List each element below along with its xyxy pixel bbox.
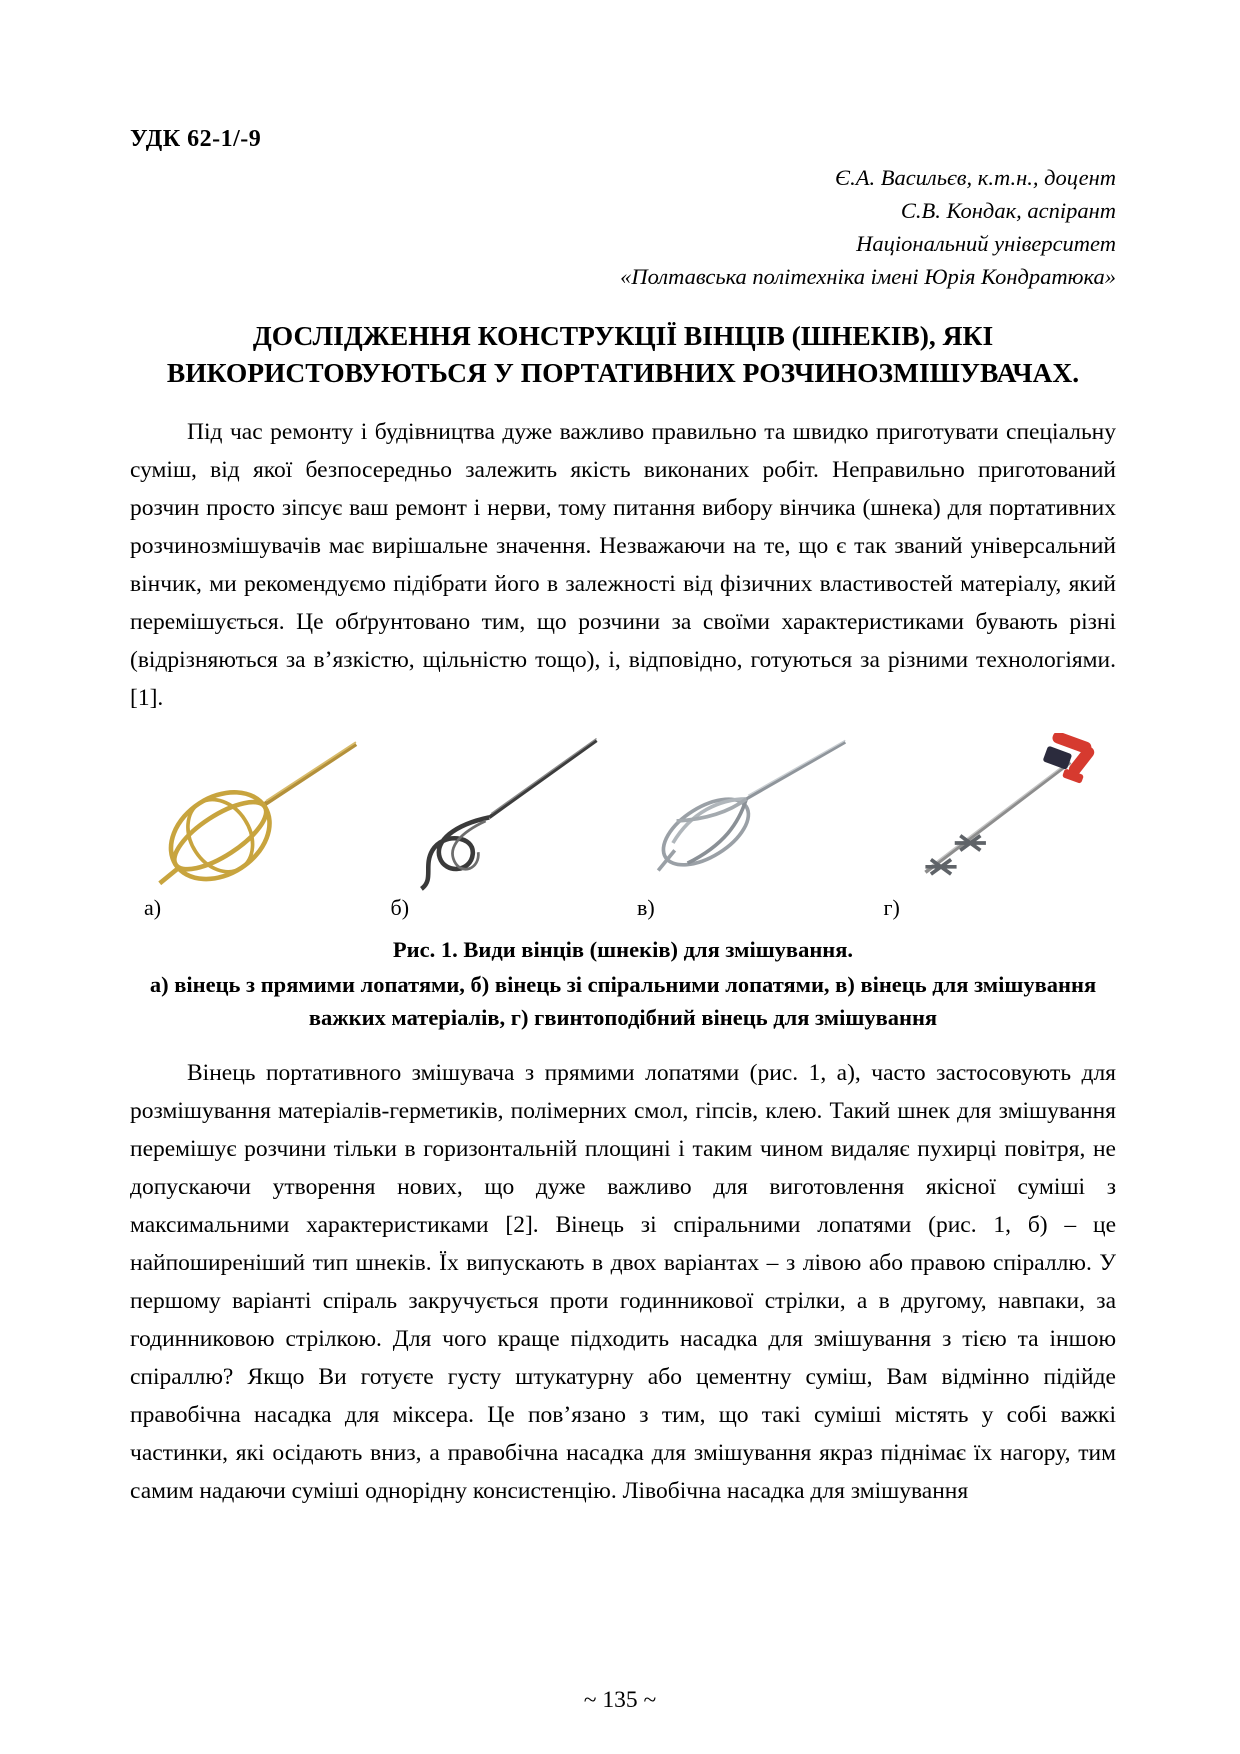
udc-code: УДК 62-1/-9 bbox=[130, 126, 262, 152]
paragraph-1: Під час ремонту і будівництва дуже важливо правильно та швидко приготувати спеціальну суміш, від якої безпосередньо залежить якість виконаних робіт. Неправильно приготований розчин просто зіпсує ваш ремонт і нерви, тому питання вибору вінчика (шнека) для портативних розчинозмішувачів має вирішальне значення. Незважаючи на те, що є так званий універсальний вінчик, ми рекомендуємо підібрати його в залежності від фізичних властивостей матеріалу, який перемішується. Це обґрунтовано тим, що розчини за своїми характеристиками бувають різні (відрізняються за в’язкістю, щільністю тощо), і, відповідно, готуються за різними технологіями. [1]. bbox=[130, 419, 1116, 711]
author-line-2: С.В. Кондак, аспірант bbox=[900, 198, 1116, 223]
page-number: ~ 135 ~ bbox=[583, 1687, 657, 1713]
figure-1 bbox=[130, 733, 1116, 921]
figure-caption-title: Рис. 1. Види вінців (шнеків) для змішування. bbox=[392, 937, 854, 962]
figure-caption-detail: а) вінець з прямими лопатями, б) вінець зі спіральними лопатями, в) вінець для змішування важких матеріалів, г) гвинтоподібний вінець для змішування bbox=[149, 972, 1097, 1030]
figure-caption bbox=[130, 933, 1116, 1034]
figure-item-b bbox=[377, 733, 624, 921]
figure-label-a: а) bbox=[144, 895, 162, 920]
figure-item-v bbox=[623, 733, 870, 921]
figure-item-a bbox=[130, 733, 377, 921]
screw-type-mixer-image bbox=[870, 733, 1117, 898]
spiral-blade-mixer-image bbox=[377, 733, 624, 898]
heavy-material-mixer-image bbox=[623, 733, 870, 898]
figure-label-b: б) bbox=[390, 895, 410, 920]
author-block bbox=[130, 161, 1116, 293]
figure-label-g: г) bbox=[883, 895, 900, 920]
affiliation-line-2: «Полтавська політехніка імені Юрія Кондратюка» bbox=[620, 264, 1116, 289]
figure-label-v: в) bbox=[637, 895, 655, 920]
affiliation-line-1: Національний університет bbox=[856, 231, 1116, 256]
straight-blade-mixer-image bbox=[130, 733, 377, 898]
paragraph-2: Вінець портативного змішувача з прямими лопатями (рис. 1, а), часто застосовують для розмішування матеріалів-герметиків, полімерних смол, гіпсів, клею. Такий шнек для змішування перемішує розчини тільки в горизонтальній площині і таким чином видаляє пухирці повітря, не допускаючи утворення нових, що дуже важливо для виготовлення якісної суміші з максимальними характеристиками [2]. Вінець зі спіральними лопатями (рис. 1, б) – це найпоширеніший тип шнеків. Їх випускають в двох варіантах – з лівою або правою спіраллю. У першому варіанті спіраль закручується проти годинникової стрілки, а в другому, навпаки, за годинниковою стрілкою. Для чого краще підходить насадка для змішування з тією та іншою спіраллю? Якщо Ви готуєте густу штукатурну або цементну суміш, Вам відмінно підійде правобічна насадка для міксера. Це пов’язано з тим, що такі суміші містять у собі важкі частинки, які осідають вниз, а правобічна насадка для змішування якраз піднімає їх нагору, тим самим надаючи суміші однорідну консистенцію. Лівобічна насадка для змішування bbox=[130, 1060, 1116, 1504]
paper-title: ДОСЛІДЖЕННЯ КОНСТРУКЦІЇ ВІНЦІВ (ШНЕКІВ), ЯКІ ВИКОРИСТОВУЮТЬСЯ У ПОРТАТИВНИХ РОЗЧИНОЗМІШУВАЧАХ. bbox=[166, 320, 1080, 388]
figure-item-g bbox=[870, 733, 1117, 921]
author-line-1: Є.А. Васильєв, к.т.н., доцент bbox=[835, 165, 1116, 190]
